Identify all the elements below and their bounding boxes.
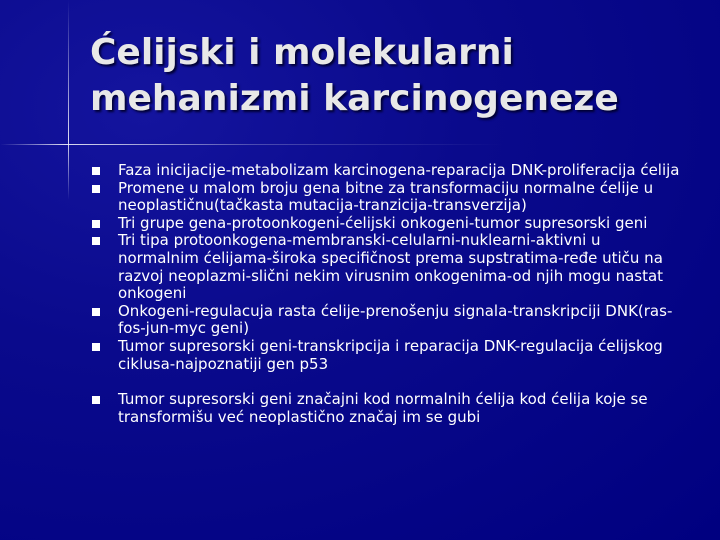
bullet-text: Tri grupe gena-protoonkogeni-ćelijski onkogeni-tumor supresorski geni bbox=[118, 213, 648, 232]
square-bullet-icon bbox=[92, 343, 100, 351]
bullet-item bbox=[90, 303, 680, 338]
slide-title-line-2: mehanizmi karcinogeneze bbox=[90, 78, 619, 119]
decorative-vertical-line bbox=[68, 0, 69, 200]
square-bullet-icon bbox=[92, 308, 100, 316]
square-bullet-icon bbox=[92, 185, 100, 193]
bullet-item bbox=[90, 338, 680, 373]
bullet-text: Tumor supresorski geni-transkripcija i reparacija DNK-regulacija ćelijskog ciklusa-najpoznatiji gen p53 bbox=[118, 336, 663, 373]
slide-title-line-1: Ćelijski i molekularni bbox=[90, 32, 514, 73]
bullet-text: Promene u malom broju gena bitne za transformaciju normalne ćelije u neoplastičnu(tačkasta mutacija-tranzicija-transverzija) bbox=[118, 178, 654, 215]
bullet-text: Faza inicijacije-metabolizam karcinogena-reparacija DNK-proliferacija ćelija bbox=[118, 161, 680, 179]
bullet-item bbox=[90, 162, 680, 180]
bullet-text: Onkogeni-regulacuja rasta ćelije-prenošenju signala-transkripciji DNK(ras-fos-jun-myc geni) bbox=[118, 301, 673, 338]
square-bullet-icon bbox=[92, 237, 100, 245]
bullet-item bbox=[90, 232, 680, 302]
bullet-item bbox=[90, 391, 680, 426]
bullet-item bbox=[90, 180, 680, 215]
bullet-item bbox=[90, 215, 680, 233]
bullet-list bbox=[90, 162, 680, 426]
bullet-text: Tri tipa protoonkogena-membranski-celularni-nuklearni-aktivni u normalnim ćelijama-široka specifičnost prema supstratima-ređe utiču na razvoj neoplazmi-slični nekim virusnim onkogenima-od njih mogu nastat onkogeni bbox=[118, 231, 664, 303]
square-bullet-icon bbox=[92, 220, 100, 228]
bullet-text: Tumor supresorski geni značajni kod normalnih ćelija kod ćelija koje se transformišu već neoplastično značaj im se gubi bbox=[118, 390, 648, 426]
square-bullet-icon bbox=[92, 396, 100, 404]
square-bullet-icon bbox=[92, 167, 100, 175]
decorative-horizontal-line bbox=[0, 144, 720, 145]
slide-title bbox=[90, 30, 690, 122]
